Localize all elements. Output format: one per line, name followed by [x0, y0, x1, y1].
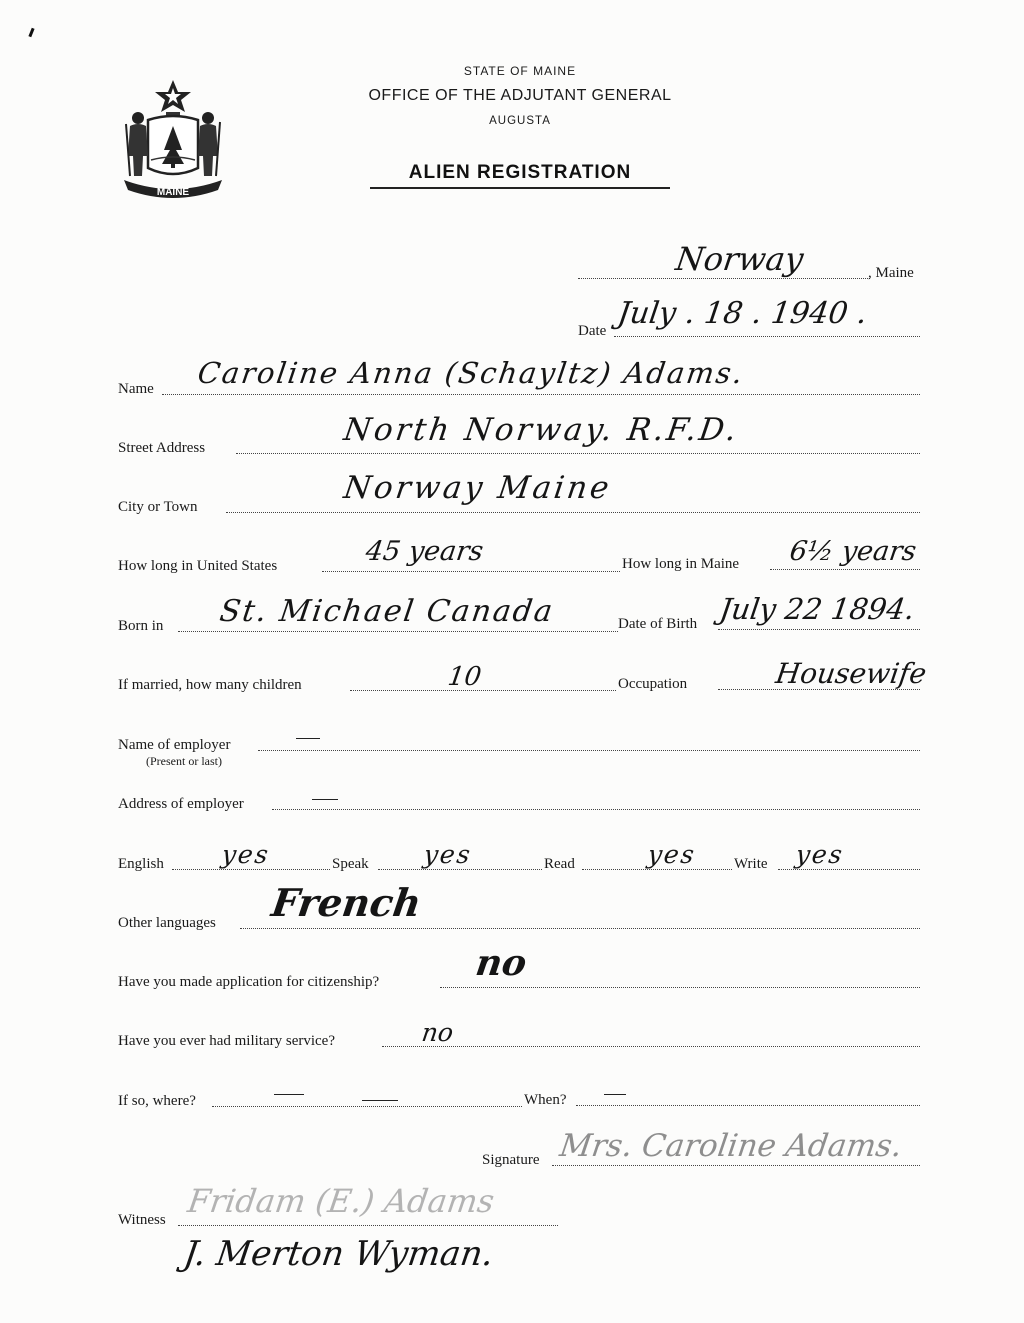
name-label: Name — [118, 381, 154, 397]
english-label: English — [118, 856, 164, 872]
how-long-maine-value: 6½ years — [787, 536, 919, 567]
citizenship-line — [440, 987, 920, 988]
city-label: City or Town — [118, 499, 198, 515]
employer-address-line — [272, 809, 920, 810]
speak-value: yes — [421, 840, 474, 869]
military-line — [382, 1046, 920, 1047]
occupation-value: Housewife — [773, 657, 929, 690]
town-suffix-label: , Maine — [868, 265, 914, 281]
employer-note: (Present or last) — [146, 754, 222, 768]
town-value: Norway — [673, 240, 806, 278]
form-title: ALIEN REGISTRATION — [370, 162, 670, 189]
citizenship-value: no — [473, 942, 530, 984]
date-line — [614, 336, 920, 337]
name-line — [162, 394, 920, 395]
where-label: If so, where? — [118, 1093, 196, 1109]
witness-faint-value: Fridam (E.) Adams — [185, 1182, 497, 1220]
witness-value: J. Merton Wyman. — [181, 1234, 497, 1274]
date-of-birth-value: July 22 1894. — [717, 592, 917, 626]
date-of-birth-label: Date of Birth — [618, 616, 698, 632]
header-office: OFFICE OF THE ADJUTANT GENERAL — [368, 87, 672, 104]
how-long-us-value: 45 years — [363, 536, 486, 567]
other-languages-value: French — [268, 880, 425, 925]
when-dash — [604, 1094, 626, 1095]
born-in-line — [178, 631, 618, 632]
city-line — [226, 512, 920, 513]
read-label: Read — [544, 856, 575, 872]
where-line — [212, 1106, 522, 1107]
signature-value: Mrs. Caroline Adams. — [557, 1128, 905, 1164]
write-value: yes — [793, 840, 846, 869]
street-line — [236, 453, 920, 454]
born-in-label: Born in — [118, 618, 164, 634]
read-line — [582, 869, 732, 870]
how-long-maine-label: How long in Maine — [622, 556, 740, 572]
speak-label: Speak — [332, 856, 369, 872]
speak-line — [378, 869, 542, 870]
employer-dash — [296, 738, 320, 739]
employer-label: Name of employer — [118, 737, 231, 753]
witness-label: Witness — [118, 1212, 166, 1228]
when-label: When? — [524, 1092, 567, 1108]
other-languages-label: Other languages — [118, 915, 216, 931]
how-long-maine-line — [770, 569, 920, 570]
city-value: Norway Maine — [341, 470, 614, 506]
english-line — [172, 869, 330, 870]
header-city: AUGUSTA — [489, 115, 551, 127]
signature-line — [552, 1165, 920, 1166]
corner-mark — [28, 28, 34, 37]
street-value: North Norway. R.F.D. — [341, 412, 742, 448]
other-languages-line — [240, 928, 920, 929]
employer-line — [258, 750, 920, 751]
maine-state-seal-icon — [118, 76, 228, 206]
employer-address-label: Address of employer — [118, 796, 244, 812]
write-line — [778, 869, 920, 870]
header-state: STATE OF MAINE — [463, 64, 577, 78]
witness-line — [178, 1225, 558, 1226]
where-dash-1 — [274, 1094, 304, 1095]
military-value: no — [419, 1018, 456, 1047]
seal-text: MAINE — [156, 187, 190, 198]
english-value: yes — [219, 840, 272, 869]
how-long-us-line — [322, 571, 620, 572]
town-line — [578, 278, 870, 279]
citizenship-label: Have you made application for citizenship? — [118, 974, 380, 990]
date-value: July . 18 . 1940 . — [615, 296, 870, 331]
children-label: If married, how many children — [118, 677, 302, 693]
date-label: Date — [578, 323, 607, 339]
read-value: yes — [645, 840, 698, 869]
military-label: Have you ever had military service? — [118, 1033, 335, 1049]
name-value: Caroline Anna (Schayltz) Adams. — [195, 356, 747, 390]
street-label: Street Address — [118, 440, 206, 456]
signature-label: Signature — [482, 1152, 540, 1168]
where-dash-2 — [362, 1100, 398, 1101]
write-label: Write — [734, 856, 768, 872]
employer-address-dash — [312, 799, 338, 800]
occupation-label: Occupation — [618, 676, 688, 692]
date-of-birth-line — [718, 629, 920, 630]
born-in-value: St. Michael Canada — [217, 594, 557, 629]
how-long-us-label: How long in United States — [118, 558, 278, 574]
children-value: 10 — [445, 662, 484, 692]
children-line — [350, 690, 616, 691]
when-line — [576, 1105, 920, 1106]
